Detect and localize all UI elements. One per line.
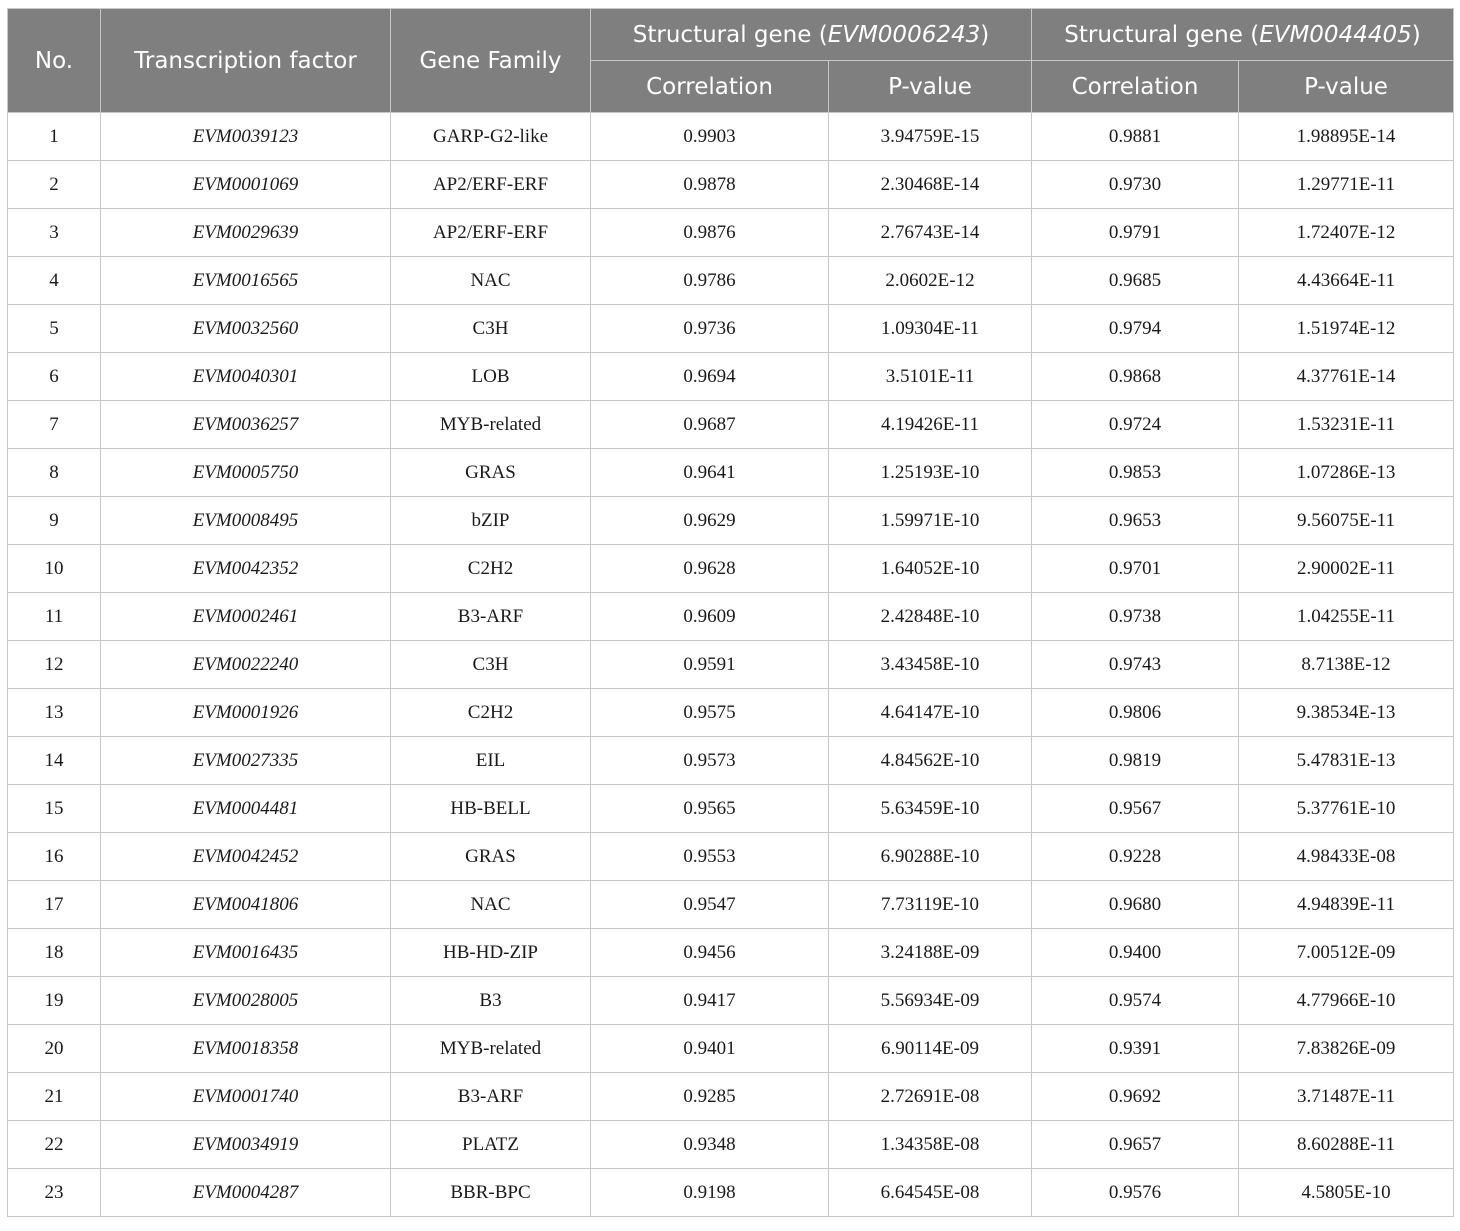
cell-transcription-factor: EVM0008495 <box>101 497 391 545</box>
cell-no: 1 <box>8 113 101 161</box>
cell-gene-family: GRAS <box>391 449 591 497</box>
cell-gene-family: B3 <box>391 977 591 1025</box>
correlation-table <box>7 8 1454 1217</box>
header-pvalue-2: P-value <box>1239 61 1454 113</box>
cell-correlation-1: 0.9609 <box>591 593 829 641</box>
cell-no: 8 <box>8 449 101 497</box>
cell-correlation-2: 0.9819 <box>1032 737 1239 785</box>
cell-pvalue-2: 2.90002E-11 <box>1239 545 1454 593</box>
header-gene-family: Gene Family <box>391 9 591 113</box>
table-body <box>8 113 1454 1217</box>
cell-correlation-2: 0.9680 <box>1032 881 1239 929</box>
cell-pvalue-2: 1.04255E-11 <box>1239 593 1454 641</box>
cell-correlation-1: 0.9629 <box>591 497 829 545</box>
cell-transcription-factor: EVM0002461 <box>101 593 391 641</box>
cell-pvalue-1: 1.25193E-10 <box>829 449 1032 497</box>
cell-pvalue-2: 1.98895E-14 <box>1239 113 1454 161</box>
cell-gene-family: NAC <box>391 257 591 305</box>
cell-correlation-1: 0.9687 <box>591 401 829 449</box>
header-no: No. <box>8 9 101 113</box>
header-transcription-factor: Transcription factor <box>101 9 391 113</box>
table-header <box>8 9 1454 113</box>
cell-correlation-1: 0.9456 <box>591 929 829 977</box>
cell-pvalue-2: 1.07286E-13 <box>1239 449 1454 497</box>
cell-gene-family: AP2/ERF-ERF <box>391 161 591 209</box>
cell-no: 22 <box>8 1121 101 1169</box>
table-row <box>8 161 1454 209</box>
cell-correlation-2: 0.9657 <box>1032 1121 1239 1169</box>
cell-no: 17 <box>8 881 101 929</box>
cell-correlation-2: 0.9692 <box>1032 1073 1239 1121</box>
table-row <box>8 545 1454 593</box>
cell-pvalue-2: 4.94839E-11 <box>1239 881 1454 929</box>
cell-pvalue-1: 6.90288E-10 <box>829 833 1032 881</box>
cell-correlation-2: 0.9724 <box>1032 401 1239 449</box>
cell-transcription-factor: EVM0022240 <box>101 641 391 689</box>
cell-correlation-2: 0.9791 <box>1032 209 1239 257</box>
cell-pvalue-1: 6.64545E-08 <box>829 1169 1032 1217</box>
cell-no: 10 <box>8 545 101 593</box>
cell-pvalue-1: 2.76743E-14 <box>829 209 1032 257</box>
cell-correlation-1: 0.9553 <box>591 833 829 881</box>
cell-correlation-2: 0.9730 <box>1032 161 1239 209</box>
cell-correlation-1: 0.9565 <box>591 785 829 833</box>
cell-transcription-factor: EVM0027335 <box>101 737 391 785</box>
cell-pvalue-2: 7.83826E-09 <box>1239 1025 1454 1073</box>
table-row <box>8 641 1454 689</box>
cell-no: 13 <box>8 689 101 737</box>
cell-gene-family: MYB-related <box>391 401 591 449</box>
cell-correlation-1: 0.9878 <box>591 161 829 209</box>
cell-gene-family: MYB-related <box>391 1025 591 1073</box>
cell-correlation-2: 0.9685 <box>1032 257 1239 305</box>
cell-pvalue-1: 2.72691E-08 <box>829 1073 1032 1121</box>
table-row <box>8 1121 1454 1169</box>
table-row <box>8 353 1454 401</box>
cell-gene-family: PLATZ <box>391 1121 591 1169</box>
header-structural-gene-2 <box>1032 9 1454 61</box>
cell-correlation-2: 0.9794 <box>1032 305 1239 353</box>
cell-correlation-2: 0.9653 <box>1032 497 1239 545</box>
table-row <box>8 401 1454 449</box>
cell-pvalue-1: 2.30468E-14 <box>829 161 1032 209</box>
cell-correlation-2: 0.9853 <box>1032 449 1239 497</box>
cell-correlation-2: 0.9738 <box>1032 593 1239 641</box>
cell-pvalue-1: 6.90114E-09 <box>829 1025 1032 1073</box>
table-row <box>8 689 1454 737</box>
cell-pvalue-1: 4.84562E-10 <box>829 737 1032 785</box>
cell-pvalue-2: 4.5805E-10 <box>1239 1169 1454 1217</box>
cell-gene-family: LOB <box>391 353 591 401</box>
cell-transcription-factor: EVM0032560 <box>101 305 391 353</box>
cell-pvalue-2: 9.56075E-11 <box>1239 497 1454 545</box>
cell-pvalue-2: 8.60288E-11 <box>1239 1121 1454 1169</box>
cell-pvalue-1: 2.0602E-12 <box>829 257 1032 305</box>
cell-gene-family: C2H2 <box>391 689 591 737</box>
table-row <box>8 1073 1454 1121</box>
cell-pvalue-2: 1.72407E-12 <box>1239 209 1454 257</box>
cell-transcription-factor: EVM0001926 <box>101 689 391 737</box>
cell-pvalue-2: 1.29771E-11 <box>1239 161 1454 209</box>
cell-pvalue-1: 1.34358E-08 <box>829 1121 1032 1169</box>
cell-transcription-factor: EVM0018358 <box>101 1025 391 1073</box>
cell-no: 11 <box>8 593 101 641</box>
cell-gene-family: C3H <box>391 641 591 689</box>
table-row <box>8 881 1454 929</box>
table-row <box>8 1025 1454 1073</box>
cell-correlation-2: 0.9574 <box>1032 977 1239 1025</box>
cell-no: 14 <box>8 737 101 785</box>
cell-pvalue-1: 1.59971E-10 <box>829 497 1032 545</box>
table-row <box>8 209 1454 257</box>
cell-transcription-factor: EVM0042452 <box>101 833 391 881</box>
cell-transcription-factor: EVM0004287 <box>101 1169 391 1217</box>
cell-correlation-2: 0.9701 <box>1032 545 1239 593</box>
table-row <box>8 977 1454 1025</box>
cell-pvalue-1: 5.56934E-09 <box>829 977 1032 1025</box>
header-structural-gene-2-id: EVM0044405 <box>1259 21 1412 48</box>
cell-pvalue-2: 9.38534E-13 <box>1239 689 1454 737</box>
cell-no: 5 <box>8 305 101 353</box>
cell-gene-family: HB-BELL <box>391 785 591 833</box>
cell-correlation-2: 0.9400 <box>1032 929 1239 977</box>
cell-pvalue-1: 7.73119E-10 <box>829 881 1032 929</box>
cell-correlation-1: 0.9401 <box>591 1025 829 1073</box>
table-row <box>8 305 1454 353</box>
header-structural-gene-1-id: EVM0006243 <box>827 21 981 48</box>
cell-no: 18 <box>8 929 101 977</box>
cell-pvalue-2: 4.77966E-10 <box>1239 977 1454 1025</box>
cell-gene-family: GARP-G2-like <box>391 113 591 161</box>
cell-pvalue-2: 1.53231E-11 <box>1239 401 1454 449</box>
cell-correlation-1: 0.9417 <box>591 977 829 1025</box>
cell-correlation-1: 0.9285 <box>591 1073 829 1121</box>
cell-no: 7 <box>8 401 101 449</box>
table-row <box>8 257 1454 305</box>
cell-pvalue-1: 5.63459E-10 <box>829 785 1032 833</box>
cell-correlation-1: 0.9573 <box>591 737 829 785</box>
cell-correlation-2: 0.9868 <box>1032 353 1239 401</box>
table-row <box>8 833 1454 881</box>
cell-pvalue-2: 8.7138E-12 <box>1239 641 1454 689</box>
cell-no: 2 <box>8 161 101 209</box>
table-row <box>8 785 1454 833</box>
cell-no: 6 <box>8 353 101 401</box>
cell-correlation-2: 0.9806 <box>1032 689 1239 737</box>
cell-gene-family: AP2/ERF-ERF <box>391 209 591 257</box>
cell-transcription-factor: EVM0041806 <box>101 881 391 929</box>
cell-no: 3 <box>8 209 101 257</box>
table-row <box>8 113 1454 161</box>
header-structural-gene-2-prefix: Structural gene ( <box>1064 21 1260 48</box>
cell-pvalue-2: 1.51974E-12 <box>1239 305 1454 353</box>
table-row <box>8 497 1454 545</box>
cell-pvalue-1: 3.43458E-10 <box>829 641 1032 689</box>
cell-pvalue-2: 4.98433E-08 <box>1239 833 1454 881</box>
cell-transcription-factor: EVM0029639 <box>101 209 391 257</box>
cell-pvalue-2: 3.71487E-11 <box>1239 1073 1454 1121</box>
header-correlation-2: Correlation <box>1032 61 1239 113</box>
cell-pvalue-1: 1.09304E-11 <box>829 305 1032 353</box>
header-pvalue-1: P-value <box>829 61 1032 113</box>
cell-correlation-2: 0.9743 <box>1032 641 1239 689</box>
cell-pvalue-2: 4.43664E-11 <box>1239 257 1454 305</box>
cell-correlation-1: 0.9903 <box>591 113 829 161</box>
table-row <box>8 929 1454 977</box>
cell-transcription-factor: EVM0036257 <box>101 401 391 449</box>
cell-pvalue-1: 4.64147E-10 <box>829 689 1032 737</box>
cell-no: 19 <box>8 977 101 1025</box>
cell-correlation-1: 0.9198 <box>591 1169 829 1217</box>
cell-transcription-factor: EVM0016435 <box>101 929 391 977</box>
cell-correlation-1: 0.9591 <box>591 641 829 689</box>
header-structural-gene-1-suffix: ) <box>980 21 990 48</box>
cell-transcription-factor: EVM0034919 <box>101 1121 391 1169</box>
table-row <box>8 593 1454 641</box>
cell-transcription-factor: EVM0042352 <box>101 545 391 593</box>
cell-pvalue-1: 3.94759E-15 <box>829 113 1032 161</box>
header-structural-gene-1-prefix: Structural gene ( <box>632 21 828 48</box>
cell-no: 4 <box>8 257 101 305</box>
cell-pvalue-2: 5.37761E-10 <box>1239 785 1454 833</box>
header-correlation-1: Correlation <box>591 61 829 113</box>
correlation-table-container <box>7 8 1453 1217</box>
cell-no: 16 <box>8 833 101 881</box>
table-row <box>8 737 1454 785</box>
cell-pvalue-1: 3.24188E-09 <box>829 929 1032 977</box>
cell-correlation-2: 0.9881 <box>1032 113 1239 161</box>
cell-gene-family: C2H2 <box>391 545 591 593</box>
cell-gene-family: bZIP <box>391 497 591 545</box>
cell-pvalue-1: 4.19426E-11 <box>829 401 1032 449</box>
cell-transcription-factor: EVM0004481 <box>101 785 391 833</box>
cell-correlation-1: 0.9575 <box>591 689 829 737</box>
cell-correlation-1: 0.9694 <box>591 353 829 401</box>
cell-correlation-1: 0.9641 <box>591 449 829 497</box>
cell-no: 21 <box>8 1073 101 1121</box>
cell-pvalue-2: 4.37761E-14 <box>1239 353 1454 401</box>
cell-pvalue-1: 2.42848E-10 <box>829 593 1032 641</box>
cell-no: 20 <box>8 1025 101 1073</box>
cell-pvalue-1: 3.5101E-11 <box>829 353 1032 401</box>
cell-transcription-factor: EVM0005750 <box>101 449 391 497</box>
cell-gene-family: GRAS <box>391 833 591 881</box>
cell-gene-family: B3-ARF <box>391 1073 591 1121</box>
cell-no: 23 <box>8 1169 101 1217</box>
cell-transcription-factor: EVM0001069 <box>101 161 391 209</box>
cell-correlation-2: 0.9576 <box>1032 1169 1239 1217</box>
cell-correlation-2: 0.9228 <box>1032 833 1239 881</box>
cell-correlation-1: 0.9547 <box>591 881 829 929</box>
table-row <box>8 1169 1454 1217</box>
cell-gene-family: EIL <box>391 737 591 785</box>
cell-gene-family: B3-ARF <box>391 593 591 641</box>
cell-gene-family: NAC <box>391 881 591 929</box>
cell-correlation-1: 0.9786 <box>591 257 829 305</box>
cell-transcription-factor: EVM0028005 <box>101 977 391 1025</box>
cell-pvalue-2: 7.00512E-09 <box>1239 929 1454 977</box>
header-structural-gene-2-suffix: ) <box>1411 21 1421 48</box>
cell-no: 9 <box>8 497 101 545</box>
cell-transcription-factor: EVM0016565 <box>101 257 391 305</box>
cell-gene-family: HB-HD-ZIP <box>391 929 591 977</box>
cell-correlation-1: 0.9628 <box>591 545 829 593</box>
cell-gene-family: C3H <box>391 305 591 353</box>
cell-transcription-factor: EVM0039123 <box>101 113 391 161</box>
cell-correlation-1: 0.9876 <box>591 209 829 257</box>
cell-pvalue-2: 5.47831E-13 <box>1239 737 1454 785</box>
cell-correlation-2: 0.9567 <box>1032 785 1239 833</box>
cell-correlation-2: 0.9391 <box>1032 1025 1239 1073</box>
cell-gene-family: BBR-BPC <box>391 1169 591 1217</box>
cell-correlation-1: 0.9348 <box>591 1121 829 1169</box>
cell-pvalue-1: 1.64052E-10 <box>829 545 1032 593</box>
table-row <box>8 449 1454 497</box>
cell-no: 12 <box>8 641 101 689</box>
cell-correlation-1: 0.9736 <box>591 305 829 353</box>
cell-no: 15 <box>8 785 101 833</box>
cell-transcription-factor: EVM0040301 <box>101 353 391 401</box>
cell-transcription-factor: EVM0001740 <box>101 1073 391 1121</box>
header-structural-gene-1 <box>591 9 1032 61</box>
